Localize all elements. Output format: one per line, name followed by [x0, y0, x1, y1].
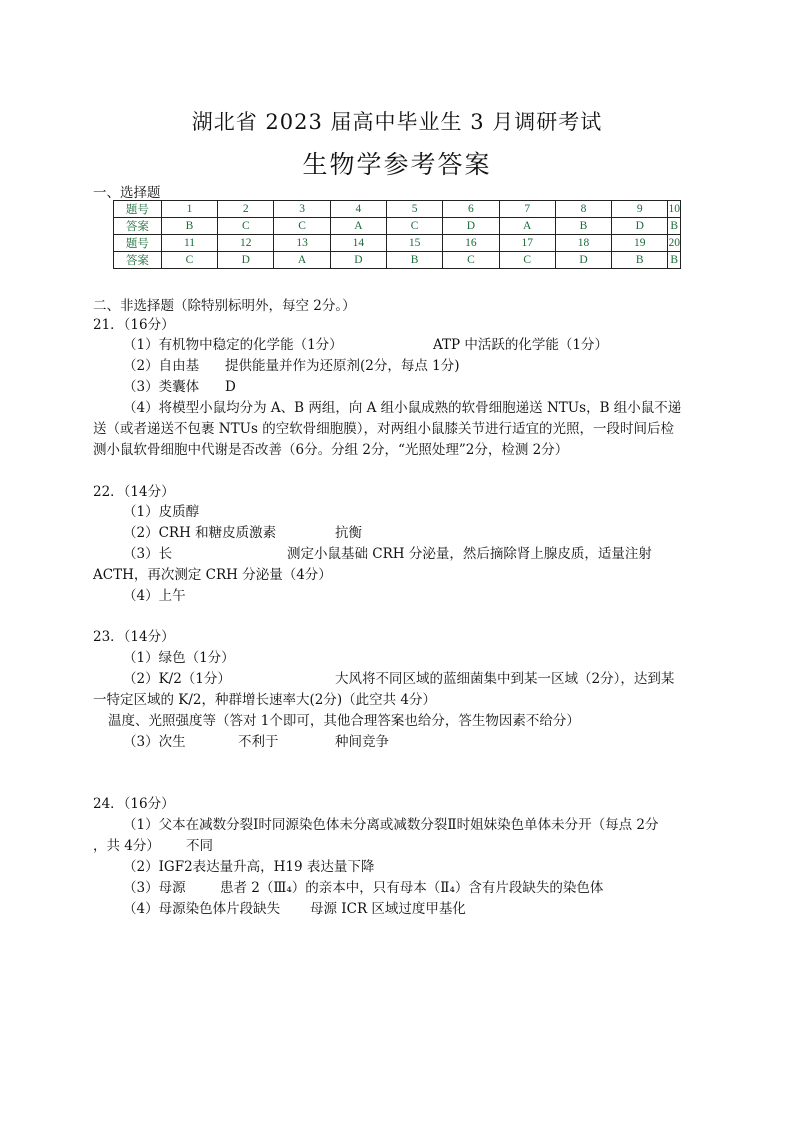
question-cell: 4	[330, 201, 386, 218]
question-cell: 1	[161, 201, 217, 218]
question-cell: 7	[499, 201, 555, 218]
q24-head: 24．（16分）	[93, 796, 175, 812]
question-cell: 14	[330, 235, 386, 252]
row-label: 答案	[114, 218, 162, 235]
section2-heading: 二、非选择题（除特别标明外，每空 2分。）	[93, 298, 356, 314]
q24-line: （4）母源染色体片段缺失	[123, 901, 281, 917]
q21-line: 提供能量并作为还原剂(2分，每点 1分)	[225, 358, 460, 374]
q23-line: 种间竞争	[335, 734, 389, 750]
question-cell: 12	[218, 235, 274, 252]
table-row	[114, 201, 681, 218]
q22-line: 测定小鼠基础 CRH 分泌量，然后摘除肾上腺皮质，适量注射	[287, 546, 652, 562]
q24-line: 不同	[186, 838, 213, 854]
q22-line: ACTH，再次测定 CRH 分泌量（4分）	[93, 567, 332, 583]
answer-cell: B	[668, 252, 681, 269]
answer-cell: B	[668, 218, 681, 235]
answer-cell: B	[386, 252, 442, 269]
q21-line: （3）类囊体	[123, 379, 200, 395]
q24-line: 母源 ICR 区域过度甲基化	[310, 901, 466, 917]
q23-line: 一特定区域的 K/2，种群增长速率大(2分)（此空共 4分）	[93, 692, 437, 708]
answer-cell: A	[499, 218, 555, 235]
q21-line: ATP 中活跃的化学能（1分）	[433, 337, 608, 353]
question-cell: 20	[668, 235, 681, 252]
question-cell: 13	[274, 235, 330, 252]
question-cell: 19	[612, 235, 668, 252]
answer-cell: D	[555, 252, 611, 269]
answer-cell: C	[443, 252, 499, 269]
q22-line: （3）长	[123, 546, 173, 562]
q22-line: （1）皮质醇	[123, 504, 200, 520]
q22-head: 22．（14分）	[93, 484, 175, 500]
answer-table	[113, 200, 681, 269]
answer-cell: C	[161, 252, 217, 269]
q21-line: （1）有机物中稳定的化学能（1分）	[123, 337, 343, 353]
q23-line: 温度、光照强度等（答对 1个即可，其他合理答案也给分，答生物因素不给分）	[108, 713, 580, 729]
q23-line: （2）K/2（1分）	[123, 671, 231, 687]
question-cell: 17	[499, 235, 555, 252]
q21-line: （4）将模型小鼠均分为 A、B 两组，向 A 组小鼠成熟的软骨细胞递送 NTUs，B 组小鼠不递	[123, 400, 682, 416]
q22-line: 抗衡	[335, 525, 362, 541]
q21-line: D	[225, 379, 236, 395]
exam-title: 湖北省 2023 届高中毕业生 3 月调研考试	[191, 110, 603, 134]
answer-cell: D	[330, 252, 386, 269]
question-cell: 5	[386, 201, 442, 218]
q23-line: 大风将不同区域的蓝细菌集中到某一区域（2分），达到某	[335, 671, 675, 687]
q22-line: （4）上午	[123, 588, 186, 604]
table-row	[114, 252, 681, 269]
question-cell: 15	[386, 235, 442, 252]
question-cell: 10	[668, 201, 681, 218]
question-cell: 6	[443, 201, 499, 218]
table-row	[114, 235, 681, 252]
table-row	[114, 218, 681, 235]
question-cell: 2	[218, 201, 274, 218]
question-cell: 11	[161, 235, 217, 252]
answer-cell: D	[218, 252, 274, 269]
answer-cell: B	[612, 252, 668, 269]
row-label: 题号	[114, 201, 162, 218]
page-title: 生物学参考答案	[302, 150, 492, 179]
answer-cell: A	[274, 252, 330, 269]
answer-cell: B	[161, 218, 217, 235]
answer-cell: D	[443, 218, 499, 235]
question-cell: 3	[274, 201, 330, 218]
question-cell: 16	[443, 235, 499, 252]
q24-line: （2）IGF2表达量升高，H19 表达量下降	[123, 859, 375, 875]
row-label: 题号	[114, 235, 162, 252]
answer-cell: C	[499, 252, 555, 269]
q24-line: ，共 4分）	[93, 838, 160, 854]
q24-line: （3）母源	[123, 880, 186, 896]
q23-line: （3）次生	[123, 734, 186, 750]
question-cell: 18	[555, 235, 611, 252]
question-cell: 8	[555, 201, 611, 218]
section1-heading: 一、选择题	[93, 185, 161, 201]
answer-cell: C	[386, 218, 442, 235]
answer-cell: C	[218, 218, 274, 235]
answer-cell: A	[330, 218, 386, 235]
answer-cell: B	[555, 218, 611, 235]
q21-line: 送（或者递送不包裹 NTUs 的空软骨细胞膜），对两组小鼠膝关节进行适宜的光照，一段时间后检	[93, 421, 674, 437]
q21-line: （2）自由基	[123, 358, 200, 374]
answer-cell: C	[274, 218, 330, 235]
q23-head: 23．（14分）	[93, 629, 175, 645]
question-cell: 9	[612, 201, 668, 218]
q23-line: （1）绿色（1分）	[123, 650, 235, 666]
q24-line: 患者 2（Ⅲ₄）的亲本中，只有母本（Ⅱ₄）含有片段缺失的染色体	[220, 880, 604, 896]
answer-cell: D	[612, 218, 668, 235]
q22-line: （2）CRH 和糖皮质激素	[123, 525, 277, 541]
q24-line: （1）父本在减数分裂Ⅰ时同源染色体未分离或减数分裂Ⅱ时姐妹染色单体未分开（每点 2分	[123, 817, 659, 833]
q23-line: 不利于	[238, 734, 279, 750]
q21-head: 21．（16分）	[93, 317, 175, 333]
row-label: 答案	[114, 252, 162, 269]
q21-line: 测小鼠软骨细胞中代谢是否改善（6分。分组 2分，“光照处理”2分，检测 2分）	[93, 442, 569, 458]
